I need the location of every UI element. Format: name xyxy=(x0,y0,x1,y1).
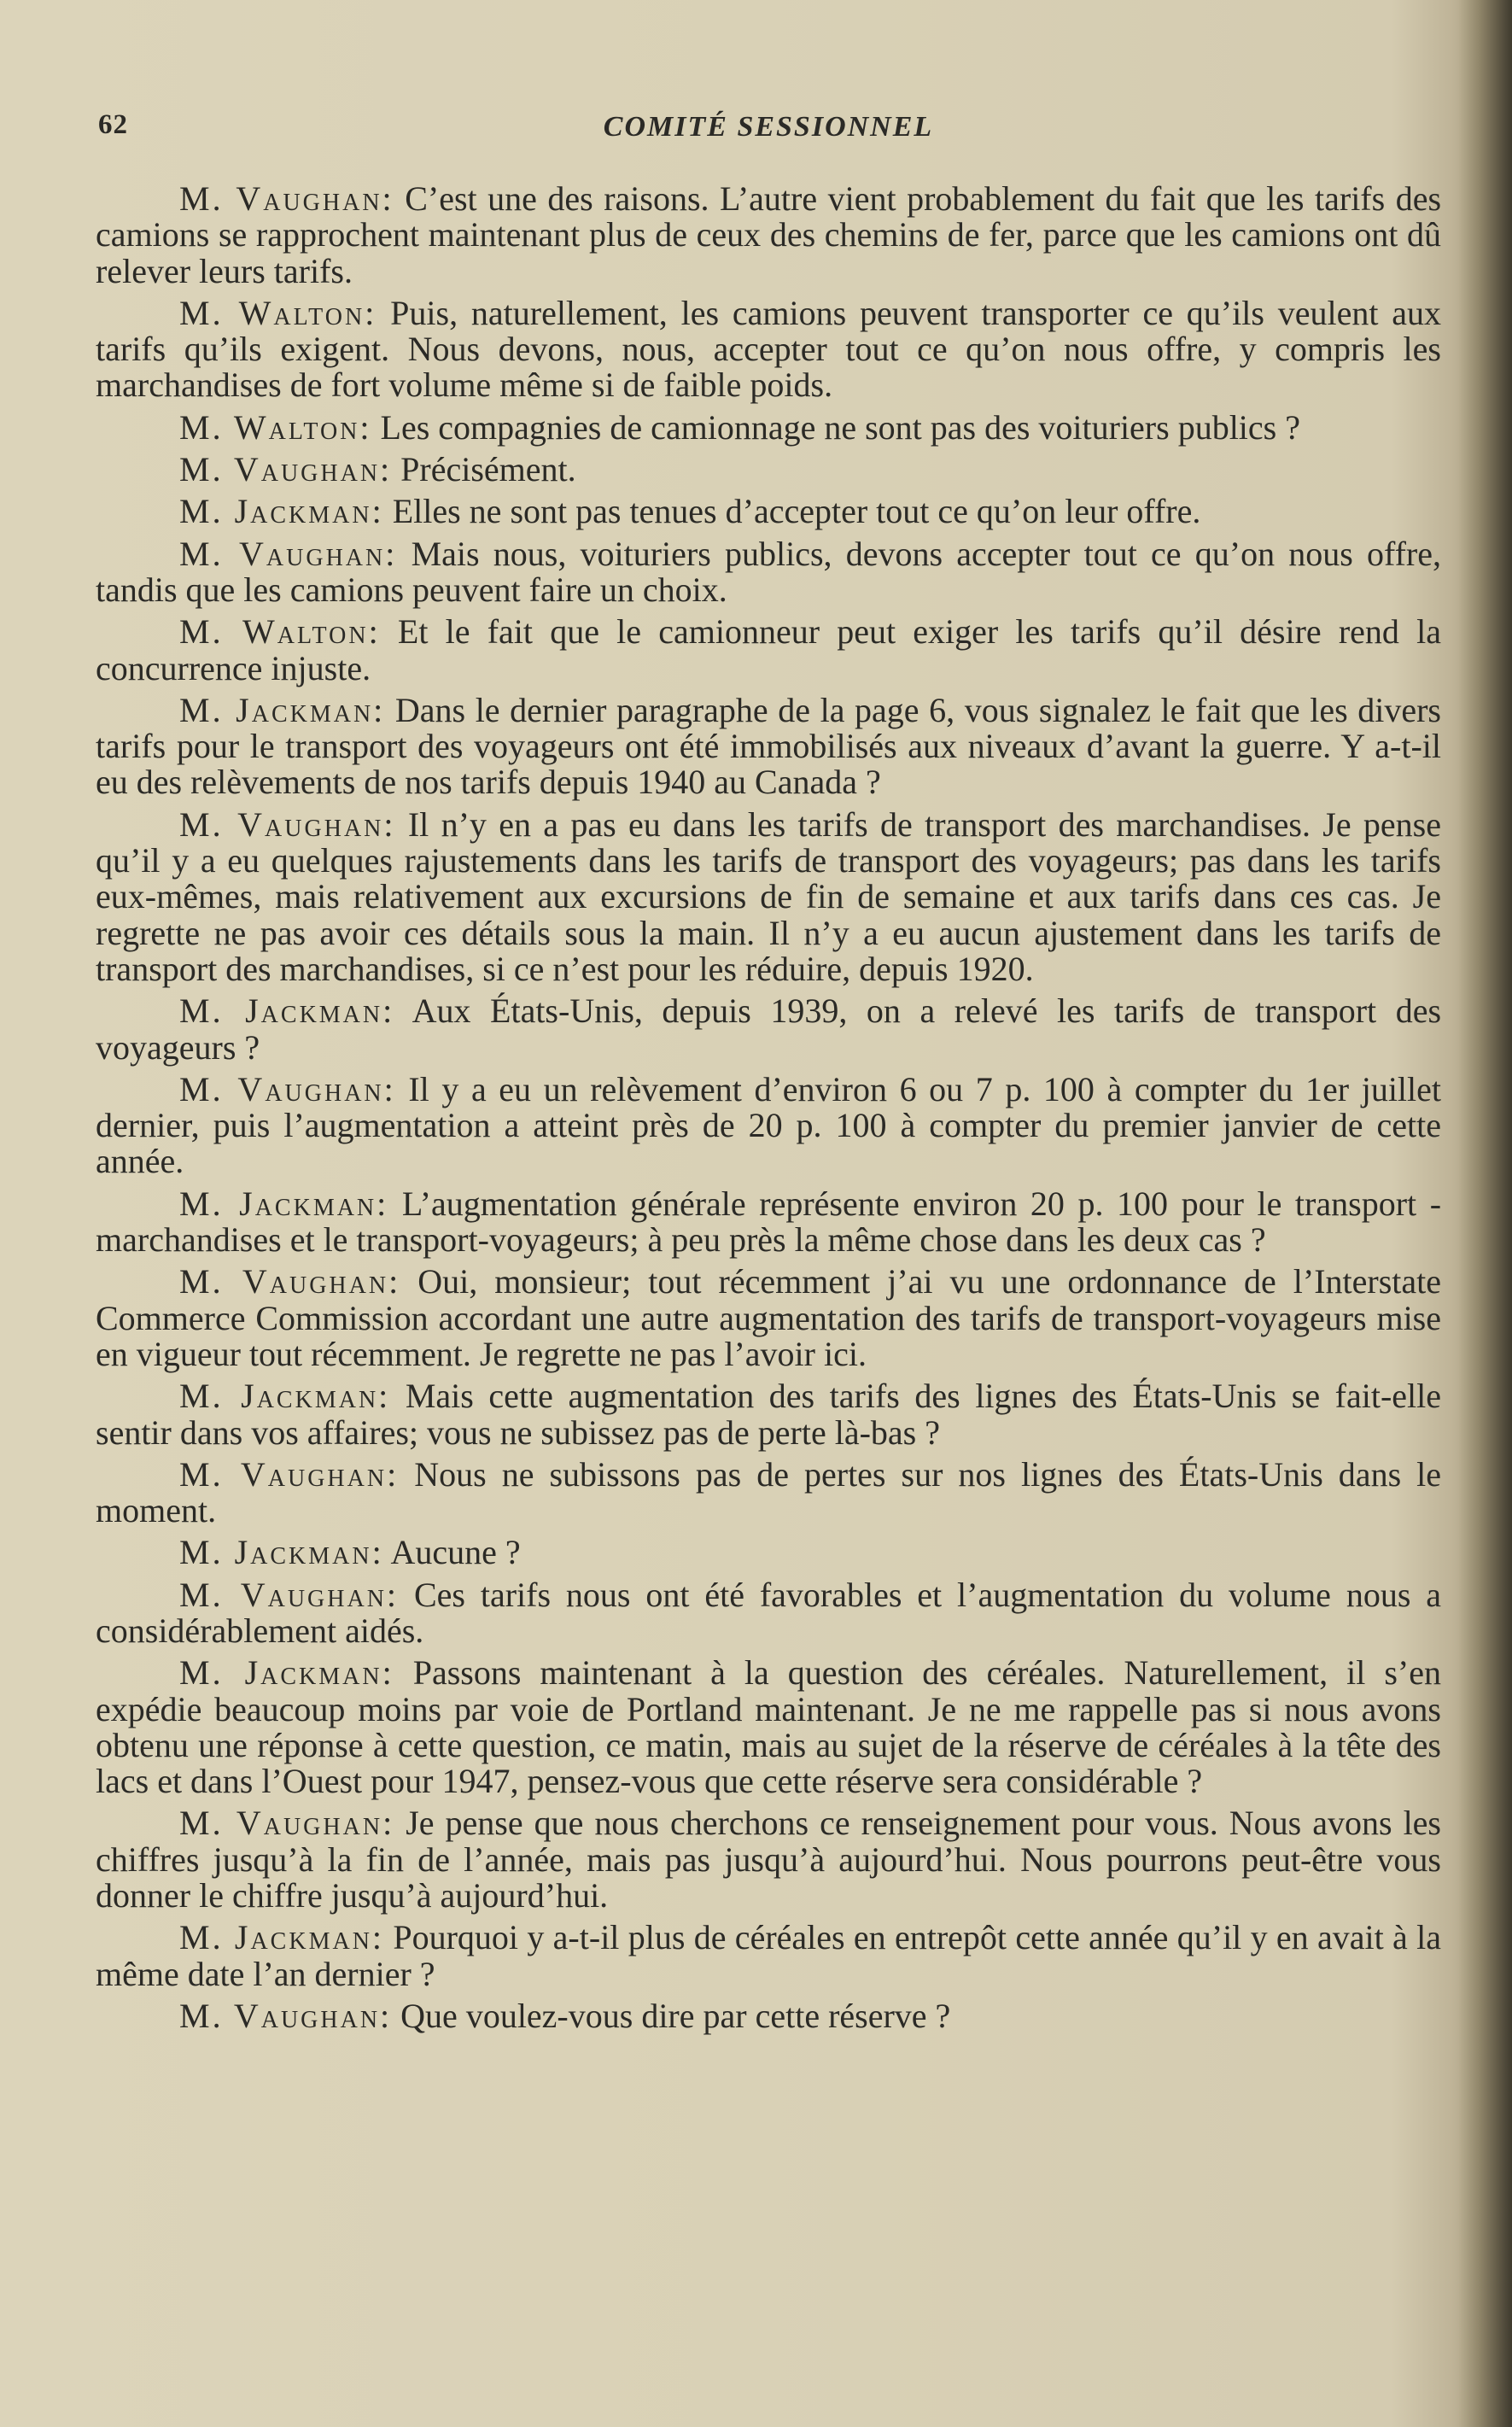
transcript-paragraph xyxy=(96,1998,1441,2034)
speech-text: Dans le dernier paragraphe de la page 6, vous signalez le fait que les divers tarifs pour le transport des voyageurs ont été immobilisés aux niveaux d’avant la guerre. Y a-t-il eu des relèvements de nos tarifs depuis 1940 au Canada ? xyxy=(96,690,1441,802)
speaker-name: M. Walton: xyxy=(179,407,372,447)
transcript-paragraph xyxy=(96,1805,1441,1914)
speaker-name: M. Jackman: xyxy=(179,1533,384,1572)
transcript-paragraph xyxy=(96,1378,1441,1451)
page-header xyxy=(98,109,1439,147)
transcript-paragraph xyxy=(96,1186,1441,1259)
speaker-name: M. Vaughan: xyxy=(179,804,396,844)
speech-text: Pourquoi y a-t-il plus de céréales en entrepôt cette année qu’il y en avait à la même date l’an dernier ? xyxy=(96,1918,1442,1993)
transcript-paragraph xyxy=(96,1577,1441,1650)
speaker-name: M. Vaughan: xyxy=(179,1996,393,2035)
speaker-name: M. Jackman: xyxy=(179,492,384,531)
speaker-name: M. Vaughan: xyxy=(179,534,398,573)
transcript-paragraph xyxy=(96,804,1441,988)
transcript-paragraph xyxy=(96,407,1441,447)
speech-text: Oui, monsieur; tout récemment j’ai vu une ordonnance de l’Interstate Commerce Commission accordant une autre augmentation des tarifs de transport-voyageurs mise en vigueur tout récemment. Je regrette ne pas l’avoir ici. xyxy=(96,1262,1442,1373)
speech-text: Il n’y en a pas eu dans les tarifs de transport des marchandises. Je pense qu’il y a eu quelques rajustements dans les tarifs de transport des voyageurs; pas dans les tarifs eux-mêmes, mais relativement aux excursions de fin de semaine et aux tarifs dans ces cas. Je regrette ne pas avoir ces détails sous la main. Il n’y a eu aucun ajustement dans les tarifs de transport des marchandises, si ce n’est pour les réduire, depuis 1920. xyxy=(96,804,1441,988)
speech-text: Ces tarifs nous ont été favorables et l’augmentation du volume nous a considérablement aidés. xyxy=(96,1575,1442,1650)
transcript-body xyxy=(96,181,1441,2040)
speaker-name: M. Jackman: xyxy=(179,1918,385,1957)
transcript-paragraph xyxy=(96,1535,1441,1570)
speech-text: Et le fait que le camionneur peut exiger les tarifs qu’il désire rend la concurrence injuste. xyxy=(96,612,1441,687)
speaker-name: M. Vaughan: xyxy=(179,1804,395,1843)
speaker-name: M. Vaughan: xyxy=(179,1575,400,1614)
transcript-paragraph xyxy=(96,494,1441,529)
speech-text: Mais nous, voituriers publics, devons accepter tout ce qu’on nous offre, tandis que les camions peuvent faire un choix. xyxy=(96,534,1442,609)
speaker-name: M. Vaughan: xyxy=(179,1262,401,1301)
book-binding-edge xyxy=(1459,0,1512,2427)
speaker-name: M. Walton: xyxy=(179,612,381,652)
transcript-paragraph xyxy=(96,1454,1442,1530)
speech-text: Il y a eu un relèvement d’environ 6 ou 7 p. 100 à compter du 1er juillet dernier, puis l’augmentation a atteint près de 20 p. 100 à compter du premier janvier de cette année. xyxy=(96,1069,1442,1181)
speech-text: L’augmentation générale représente environ 20 p. 100 pour le transport -marchandises et le transport-voyageurs; à peu près la même chose dans les deux cas ? xyxy=(96,1184,1442,1260)
speech-text: Puis, naturellement, les camions peuvent transporter ce qu’ils veulent aux tarifs qu’ils exigent. Nous devons, nous, accepter tout ce qu’on nous offre, y compris les marchandises de fort volume même si de faible poids. xyxy=(96,293,1441,405)
transcript-paragraph xyxy=(96,614,1441,687)
transcript-paragraph xyxy=(96,536,1441,609)
transcript-paragraph xyxy=(96,690,1441,802)
speaker-name: M. Jackman: xyxy=(179,1653,394,1693)
transcript-paragraph xyxy=(96,1655,1441,1799)
speech-text: Aux États-Unis, depuis 1939, on a relevé les tarifs de transport des voyageurs ? xyxy=(96,991,1442,1067)
speaker-name: M. Jackman: xyxy=(179,1377,391,1416)
running-title: COMITÉ SESSIONNEL xyxy=(603,111,934,143)
speaker-name: M. Vaughan: xyxy=(179,1454,400,1494)
speech-text: Précisément. xyxy=(400,450,576,489)
speech-text: C’est une des raisons. L’autre vient probablement du fait que les tarifs des camions se rapprochent maintenant plus de ceux des chemins de fer, parce que les camions ont dû relever leurs tarifs. xyxy=(96,179,1442,290)
speaker-name: M. Jackman: xyxy=(179,991,395,1031)
speech-text: Que voulez-vous dire par cette réserve ? xyxy=(400,1996,951,2035)
speech-text: Passons maintenant à la question des céréales. Naturellement, il s’en expédie beaucoup moins par voie de Portland maintenant. Je ne me rappelle pas si nous avons obtenu une réponse à cette question, ce matin, mais au sujet de la réserve de céréales à la tête des lacs et dans l’Ouest pour 1947, pensez-vous que cette réserve sera considérable ? xyxy=(96,1653,1442,1801)
transcript-paragraph xyxy=(96,295,1441,404)
speaker-name: M. Jackman: xyxy=(179,1184,389,1223)
speech-text: Les compagnies de camionnage ne sont pas des voituriers publics ? xyxy=(380,407,1300,447)
speaker-name: M. Vaughan: xyxy=(179,1069,396,1108)
transcript-paragraph xyxy=(96,1264,1441,1372)
speech-text: Nous ne subissons pas de pertes sur nos lignes des États-Unis dans le moment. xyxy=(96,1454,1442,1530)
transcript-paragraph xyxy=(96,1069,1442,1181)
speaker-name: M. Vaughan: xyxy=(179,179,394,218)
speech-text: Mais cette augmentation des tarifs des lignes des États-Unis se fait-elle sentir dans vos affaires; vous ne subissez pas de perte là-bas ? xyxy=(96,1377,1442,1452)
speaker-name: M. Vaughan: xyxy=(179,450,393,489)
speaker-name: M. Walton: xyxy=(179,293,377,332)
speech-text: Je pense que nous cherchons ce renseignement pour vous. Nous avons les chiffres jusqu’à la fin de l’année, mais pas jusqu’à aujourd’hui. Nous pourrons peut-être vous donner le chiffre jusqu’à aujourd’hui. xyxy=(96,1804,1442,1915)
transcript-paragraph xyxy=(96,181,1441,289)
transcript-paragraph xyxy=(96,1920,1441,1992)
speech-text: Aucune ? xyxy=(390,1533,521,1572)
speaker-name: M. Jackman: xyxy=(179,690,386,729)
speech-text: Elles ne sont pas tenues d’accepter tout ce qu’on leur offre. xyxy=(392,492,1201,531)
page-number: 62 xyxy=(98,109,128,140)
transcript-paragraph xyxy=(96,993,1441,1066)
transcript-paragraph xyxy=(96,452,1441,488)
